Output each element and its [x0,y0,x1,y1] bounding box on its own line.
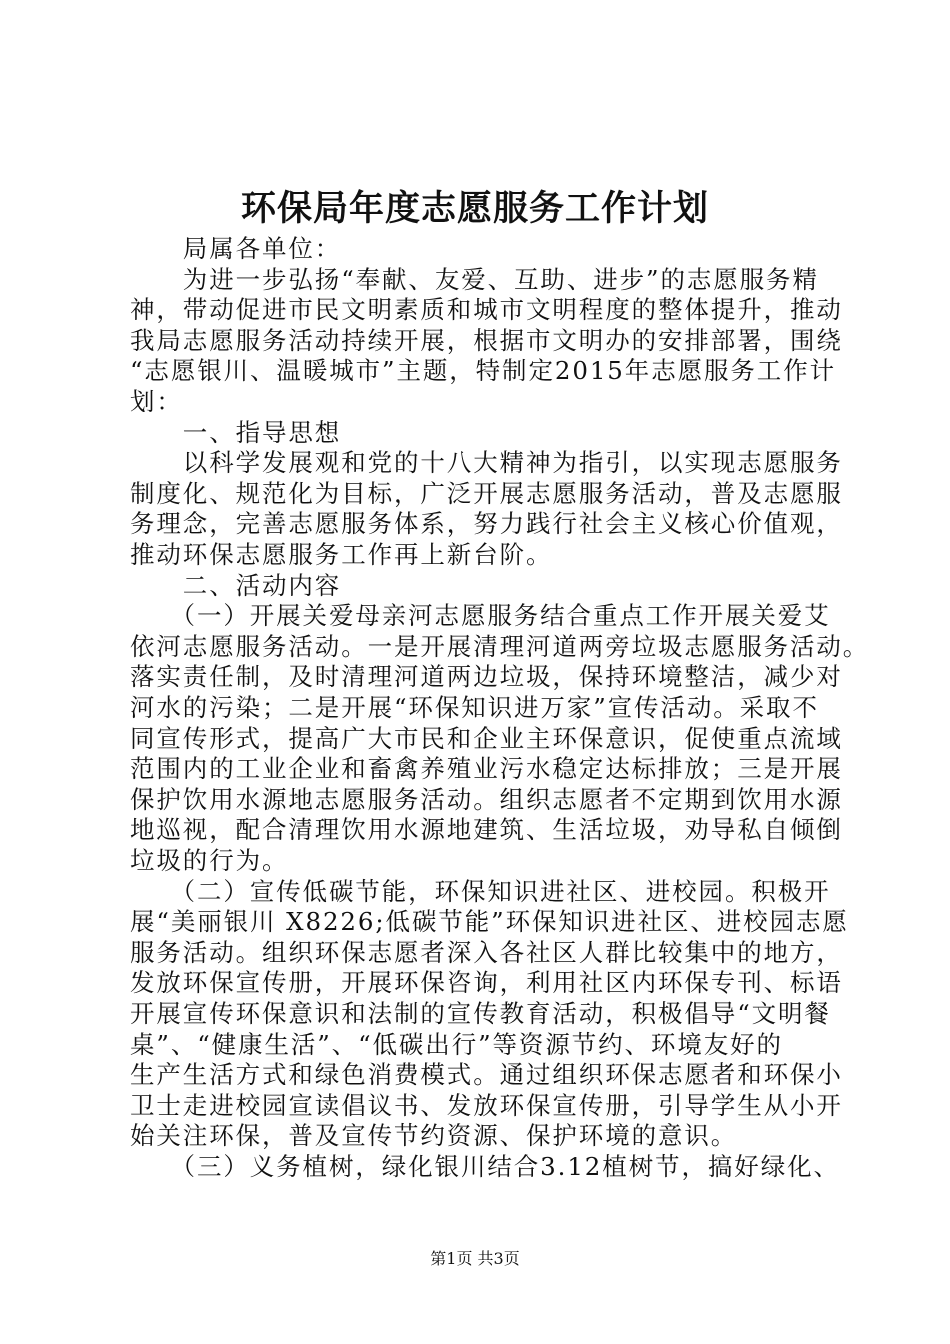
body-line: 服务活动。组织环保志愿者深入各社区人群比较集中的地方， [130,937,843,967]
body-line: “志愿银川、温暖城市”主题，特制定2015年志愿服务工作计 [130,356,836,386]
body-line: 制度化、规范化为目标，广泛开展志愿服务活动，普及志愿服 [130,478,843,508]
body-line: 河水的污染；二是开展“环保知识进万家”宣传活动。采取不 [130,693,819,722]
body-line: 划： [130,387,183,416]
body-line: 二、活动内容 [130,570,342,600]
body-line: 我局志愿服务活动持续开展，根据市文明办的安排部署，围绕 [130,325,843,355]
body-line: 务理念，完善志愿服务体系，努力践行社会主义核心价值观， [130,509,843,539]
body-line: 同宣传形式，提高广大市民和企业主环保意识，促使重点流域 [130,723,843,753]
body-line: 始关注环保，普及宣传节约资源、保护环境的意识。 [130,1121,738,1151]
body-line: 展“美丽银川 X8226;低碳节能”环保知识进社区、进校园志愿 [130,907,849,937]
body-line: 依河志愿服务活动。一是开展清理河道两旁垃圾志愿服务活动。 [130,631,870,661]
body-line: 地巡视，配合清理饮用水源地建筑、生活垃圾，劝导私自倾倒 [130,815,843,845]
document-title: 环保局年度志愿服务工作计划 [240,188,709,229]
page-footer: 第1页 共3页 [430,1249,520,1268]
body-line: 开展宣传环保意识和法制的宣传教育活动，积极倡导“文明餐 [130,999,831,1028]
body-line: 落实责任制，及时清理河道两边垃圾，保持环境整洁，减少对 [130,662,843,692]
body-line: 一、指导思想 [130,417,342,447]
body-line: （一）开展关爱母亲河志愿服务结合重点工作开展关爱艾 [130,601,831,631]
body-line: 以科学发展观和党的十八大精神为指引，以实现志愿服务 [130,448,843,478]
body-line: 范围内的工业企业和畜禽养殖业污水稳定达标排放；三是开展 [130,754,843,784]
body-line: （三）义务植树，绿化银川结合3.12植树节，搞好绿化、 [130,1152,840,1181]
body-line: 桌”、“健康生活”、“低碳出行”等资源节约、环境友好的 [130,1029,783,1059]
body-line: 神，带动促进市民文明素质和城市文明程度的整体提升，推动 [130,295,843,325]
body-line: 垃圾的行为。 [130,846,289,875]
body-line: 为进一步弘扬“奉献、友爱、互助、进步”的志愿服务精 [130,264,819,294]
body-line: 局属各单位： [130,234,342,263]
body-line: 发放环保宣传册，开展环保咨询，利用社区内环保专刊、标语 [130,968,843,998]
body-line: 卫士走进校园宣读倡议书、发放环保宣传册，引导学生从小开 [130,1090,843,1120]
body-line: （二）宣传低碳节能，环保知识进社区、进校园。积极开 [130,876,831,906]
body-line: 生产生活方式和绿色消费模式。通过组织环保志愿者和环保小 [130,1060,843,1090]
body-line: 推动环保志愿服务工作再上新台阶。 [130,540,553,569]
body-line: 保护饮用水源地志愿服务活动。组织志愿者不定期到饮用水源 [130,784,843,814]
